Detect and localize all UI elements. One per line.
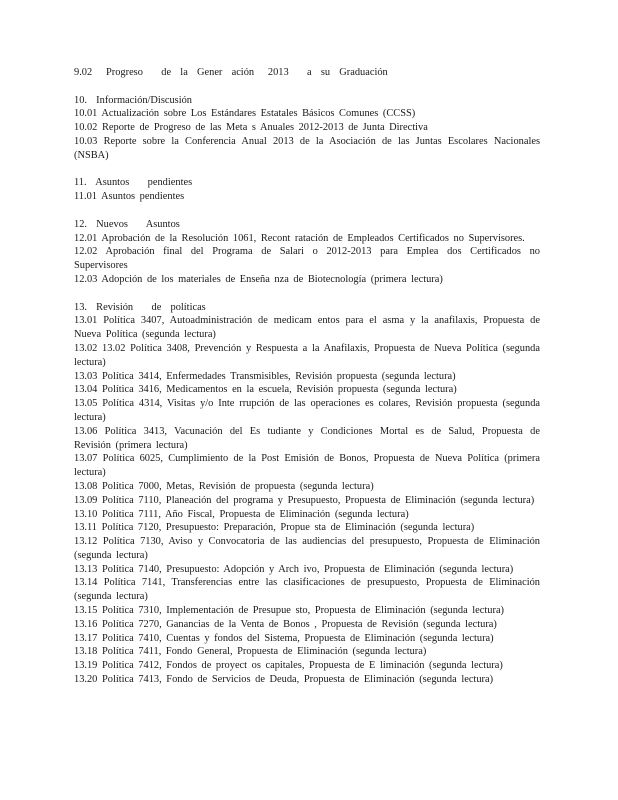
- agenda-item: 13.04 Política 3416, Medicamentos en la escuela, Revisión propuesta (segunda lectura): [74, 384, 457, 396]
- agenda-item: 10.01 Actualización sobre Los Estándares Estatales Básicos Comunes (CCSS): [74, 108, 416, 120]
- agenda-item: 13.06 Política 3413, Vacunación del Es tudiante y Condiciones Mortal es de Salud, Propuesta de Revisión (primera lectura): [74, 425, 540, 451]
- agenda-item: 13.20 Política 7413, Fondo de Servicios de Deuda, Propuesta de Eliminación (segunda lectura): [74, 674, 494, 686]
- agenda-item: 10.03 Reporte sobre la Conferencia Anual 2013 de la Asociación de las Juntas Escolares Nacionales (NSBA): [74, 135, 540, 161]
- section-heading: 13. Revisión de políticas: [74, 301, 206, 313]
- agenda-content: [74, 66, 540, 701]
- agenda-item: 12.01 Aprobación de la Resolución 1061, Recont ratación de Empleados Certificados no Supervisores.: [74, 232, 525, 244]
- agenda-item: 13.11 Política 7120, Presupuesto: Preparación, Propue sta de Eliminación (segunda lectura): [74, 522, 475, 534]
- agenda-item: 13.19 Política 7412, Fondos de proyect os capitales, Propuesta de E liminación (segunda lectura): [74, 660, 503, 672]
- section-12: [74, 218, 540, 287]
- section-10: [74, 94, 540, 163]
- agenda-item-9-02: 9.02 Progreso de la Gener ación 2013 a su Graduación: [74, 67, 388, 78]
- agenda-item: 13.07 Política 6025, Cumplimiento de la Post Emisión de Bonos, Propuesta de Nueva Política (primera lectura): [74, 453, 540, 479]
- section-9: [74, 66, 540, 80]
- agenda-item: 13.13 Política 7140, Presupuesto: Adopción y Arch ivo, Propuesta de Eliminación (segunda lectura): [74, 563, 514, 575]
- agenda-item: 13.12 Política 7130, Aviso y Convocatoria de las audiencias del presupuesto, Propuesta de Eliminación (segunda lectura): [74, 536, 540, 561]
- agenda-item: 13.18 Política 7411, Fondo General, Propuesta de Eliminación (segunda lectura): [74, 646, 427, 658]
- agenda-item: 13.14 Política 7141, Transferencias entre las clasificaciones de presupuesto, Propuesta de Eliminación (segunda lectura): [74, 577, 540, 603]
- section-11: [74, 176, 540, 204]
- agenda-item: 11.01 Asuntos pendientes: [74, 191, 185, 203]
- agenda-item: 12.02 Aprobación final del Programa de Salari o 2012-2013 para Emplea dos Certificados no Supervisores: [74, 246, 540, 272]
- agenda-item: 13.16 Política 7270, Ganancias de la Venta de Bonos , Propuesta de Revisión (segunda lectura): [74, 618, 497, 630]
- agenda-item: 13.03 Política 3414, Enfermedades Transmisibles, Revisión propuesta (segunda lectura): [74, 370, 456, 382]
- agenda-item: 13.09 Política 7110, Planeación del programa y Presupuesto, Propuesta de Eliminación (segunda lectura): [74, 494, 535, 506]
- agenda-item: 13.05 Política 4314, Visitas y/o Inte rrupción de las operaciones es colares, Revisión propuesta (segunda lectura): [74, 398, 540, 423]
- section-heading: 10. Información/Discusión: [74, 94, 192, 106]
- section-heading: 11. Asuntos pendientes: [74, 177, 193, 189]
- agenda-item: 13.02 13.02 Política 3408, Prevención y Respuesta a la Anafilaxis, Propuesta de Nueva Política (segunda lectura): [74, 342, 540, 368]
- agenda-item: 10.02 Reporte de Progreso de las Meta s Anuales 2012-2013 de Junta Directiva: [74, 122, 428, 134]
- section-13: [74, 301, 540, 687]
- agenda-item: 13.15 Política 7310, Implementación de Presupue sto, Propuesta de Eliminación (segunda lectura): [74, 605, 505, 617]
- agenda-item: 13.01 Política 3407, Autoadministración de medicam entos para el asma y la anafilaxis, Propuesta de Nueva Política (segunda lectura): [74, 315, 540, 341]
- agenda-item: 13.10 Política 7111, Año Fiscal, Propuesta de Eliminación (segunda lectura): [74, 508, 409, 520]
- agenda-item: 13.17 Política 7410, Cuentas y fondos del Sistema, Propuesta de Eliminación (segunda lectura): [74, 632, 494, 644]
- section-heading: 12. Nuevos Asuntos: [74, 218, 180, 230]
- agenda-item: 13.08 Política 7000, Metas, Revisión de propuesta (segunda lectura): [74, 480, 374, 492]
- agenda-item: 12.03 Adopción de los materiales de Enseña nza de Biotecnología (primera lectura): [74, 273, 443, 285]
